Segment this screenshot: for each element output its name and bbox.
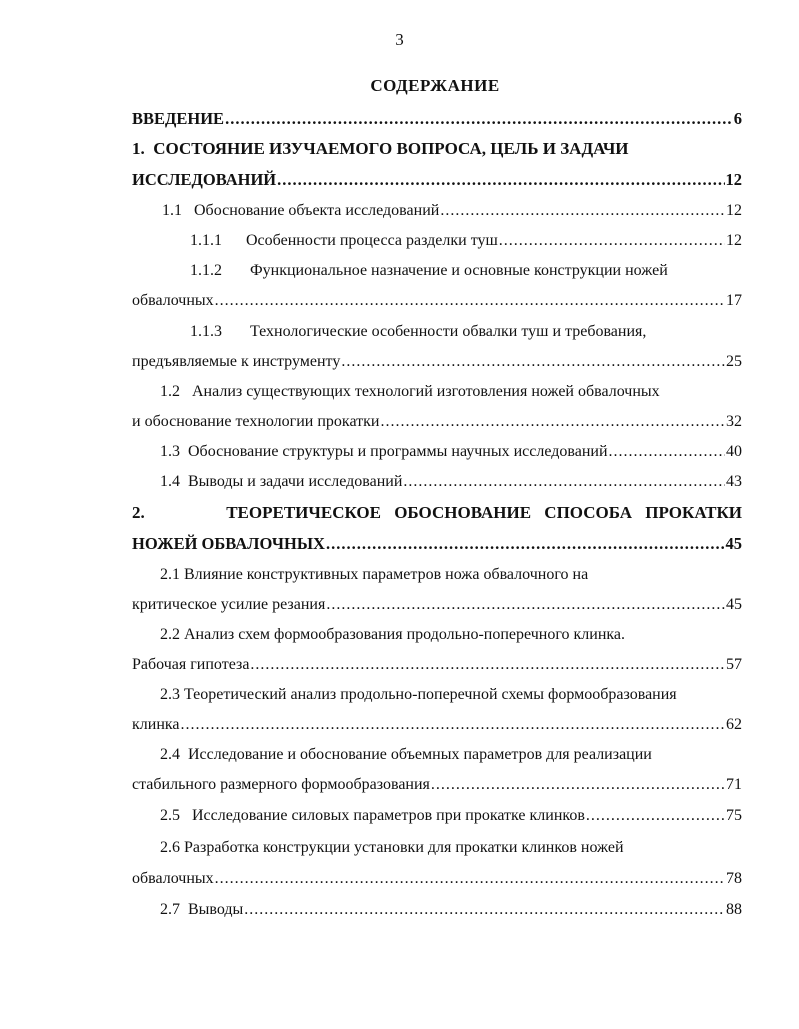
toc-entry-1-2-line2[interactable] xyxy=(132,410,742,434)
toc-leader xyxy=(326,532,725,556)
toc-page: 12 xyxy=(726,202,742,219)
toc-number: 2.3 xyxy=(160,686,180,703)
toc-entry-title: Разработка конструкции установки для прокатки клинков ножей xyxy=(184,839,624,856)
toc-entry-intro[interactable] xyxy=(132,107,742,131)
toc-entry-title: ВВЕДЕНИЕ xyxy=(132,109,225,128)
toc-entry-title: Особенности процесса разделки туш xyxy=(246,232,498,249)
toc-number: 1.1.3 xyxy=(190,323,222,340)
toc-entry-title-cont: Рабочая гипотеза xyxy=(132,656,250,673)
toc-number: 1.2 xyxy=(160,383,180,400)
toc-leader xyxy=(403,470,725,494)
toc-number: 2.2 xyxy=(160,626,180,643)
toc-entry-1-1-2-line1[interactable] xyxy=(190,259,742,283)
toc-entry-title: Выводы xyxy=(188,901,244,918)
toc-page: 71 xyxy=(726,776,742,793)
toc-entry-title-cont: клинка xyxy=(132,716,180,733)
toc-entry-title-cont: обвалочных xyxy=(132,870,214,887)
toc-number: 1. xyxy=(132,139,145,158)
toc-entry-title: Исследование силовых параметров при прокатке клинков xyxy=(192,807,585,824)
toc-leader xyxy=(181,713,725,737)
toc-page: 57 xyxy=(726,656,742,673)
toc-entry-1-2-line1[interactable] xyxy=(160,380,742,404)
toc-entry-2-1-line2[interactable] xyxy=(132,593,742,617)
toc-page: 32 xyxy=(726,413,742,430)
toc-entry-title: СОСТОЯНИЕ ИЗУЧАЕМОГО ВОПРОСА, ЦЕЛЬ И ЗАДАЧИ xyxy=(153,139,629,158)
toc-entry-2-4-line1[interactable] xyxy=(160,743,742,767)
toc-entry-title-cont: НОЖЕЙ ОБВАЛОЧНЫХ xyxy=(132,534,325,553)
toc-number: 1.1.1 xyxy=(190,232,222,249)
toc-entry-title: ТЕОРЕТИЧЕСКОЕ ОБОСНОВАНИЕ СПОСОБА ПРОКАТКИ xyxy=(226,503,742,522)
toc-leader xyxy=(277,168,724,192)
toc-heading: СОДЕРЖАНИЕ xyxy=(370,76,500,95)
toc-number: 2.1 xyxy=(160,566,180,583)
toc-entry-title-cont: ИССЛЕДОВАНИЙ xyxy=(132,170,277,189)
toc-entry-title: Теоретический анализ продольно-поперечной схемы формообразования xyxy=(184,686,677,703)
toc-number: 1.1 xyxy=(162,202,182,219)
toc-leader xyxy=(499,229,725,253)
toc-entry-title-cont: и обоснование технологии прокатки xyxy=(132,413,380,430)
toc-page: 12 xyxy=(726,232,742,249)
toc-entry-1-1[interactable] xyxy=(162,199,742,223)
toc-entry-title: Обоснование объекта исследований xyxy=(194,202,440,219)
toc-number: 2.5 xyxy=(160,807,180,824)
toc-entry-title: Исследование и обоснование объемных параметров для реализации xyxy=(188,746,652,763)
toc-page: 6 xyxy=(733,109,742,128)
toc-page: 40 xyxy=(726,443,742,460)
toc-leader xyxy=(440,199,725,223)
toc-page: 88 xyxy=(726,901,742,918)
toc-leader xyxy=(609,440,725,464)
toc-entry-title-cont: обвалочных xyxy=(132,292,214,309)
toc-leader xyxy=(431,773,725,797)
toc-entry-ch2-line1[interactable] xyxy=(132,501,742,525)
toc-entry-title-cont: критическое усилие резания xyxy=(132,596,326,613)
toc-page: 78 xyxy=(726,870,742,887)
toc-entry-2-7[interactable] xyxy=(160,898,742,922)
toc-leader xyxy=(326,593,725,617)
toc-page: 12 xyxy=(725,170,742,189)
toc-entry-title-cont: предъявляемые к инструменту xyxy=(132,353,341,370)
toc-entry-title: Анализ схем формообразования продольно-поперечного клинка. xyxy=(184,626,626,643)
toc-entry-title: Функциональное назначение и основные конструкции ножей xyxy=(250,262,668,279)
toc-entry-1-3[interactable] xyxy=(160,440,742,464)
toc-entry-2-6-line1[interactable] xyxy=(160,836,742,860)
toc-leader xyxy=(341,350,725,374)
toc-leader xyxy=(380,410,725,434)
toc-number: 2.7 xyxy=(160,901,180,918)
toc-entry-title: Технологические особенности обвалки туш и требования, xyxy=(250,323,647,340)
toc-entry-2-3-line2[interactable] xyxy=(132,713,742,737)
toc-entry-2-4-line2[interactable] xyxy=(132,773,742,797)
toc-number: 2.6 xyxy=(160,839,180,856)
toc-number: 2. xyxy=(132,503,145,522)
toc-entry-title: Влияние конструктивных параметров ножа обвалочного на xyxy=(184,566,589,583)
toc-entry-1-4[interactable] xyxy=(160,470,742,494)
toc-page: 17 xyxy=(726,292,742,309)
toc-number: 1.1.2 xyxy=(190,262,222,279)
toc-entry-2-2-line1[interactable] xyxy=(160,623,742,647)
toc-page: 62 xyxy=(726,716,742,733)
toc-page: 43 xyxy=(726,473,742,490)
toc-entry-1-1-2-line2[interactable] xyxy=(132,289,742,313)
toc-entry-2-5[interactable] xyxy=(160,804,742,828)
toc-entry-2-6-line2[interactable] xyxy=(132,867,742,891)
toc-leader xyxy=(586,804,725,828)
toc-page: 45 xyxy=(725,534,742,553)
toc-page: 25 xyxy=(726,353,742,370)
toc-entry-ch1-line1[interactable] xyxy=(132,137,742,161)
toc-entry-2-3-line1[interactable] xyxy=(160,683,742,707)
toc-number: 1.3 xyxy=(160,443,180,460)
toc-entry-title: Анализ существующих технологий изготовления ножей обвалочных xyxy=(192,383,660,400)
toc-entry-1-1-3-line2[interactable] xyxy=(132,350,742,374)
toc-entry-title-cont: стабильного размерного формообразования xyxy=(132,776,430,793)
page-number: 3 xyxy=(395,30,404,49)
toc-page: 45 xyxy=(726,596,742,613)
toc-entry-1-1-3-line1[interactable] xyxy=(190,320,742,344)
toc-entry-2-1-line1[interactable] xyxy=(160,563,742,587)
toc-number: 2.4 xyxy=(160,746,180,763)
toc-leader xyxy=(215,867,725,891)
toc-page: 75 xyxy=(726,807,742,824)
toc-number: 1.4 xyxy=(160,473,180,490)
toc-entry-ch1-line2[interactable] xyxy=(132,168,742,192)
toc-leader xyxy=(250,653,725,677)
toc-entry-1-1-1[interactable] xyxy=(190,229,742,253)
toc-entry-title: Выводы и задачи исследований xyxy=(188,473,403,490)
toc-entry-title: Обоснование структуры и программы научных исследований xyxy=(188,443,608,460)
toc-leader xyxy=(215,289,725,313)
toc-entry-ch2-line2[interactable] xyxy=(132,532,742,556)
toc-entry-2-2-line2[interactable] xyxy=(132,653,742,677)
toc-leader xyxy=(244,898,725,922)
toc-leader xyxy=(225,107,733,131)
